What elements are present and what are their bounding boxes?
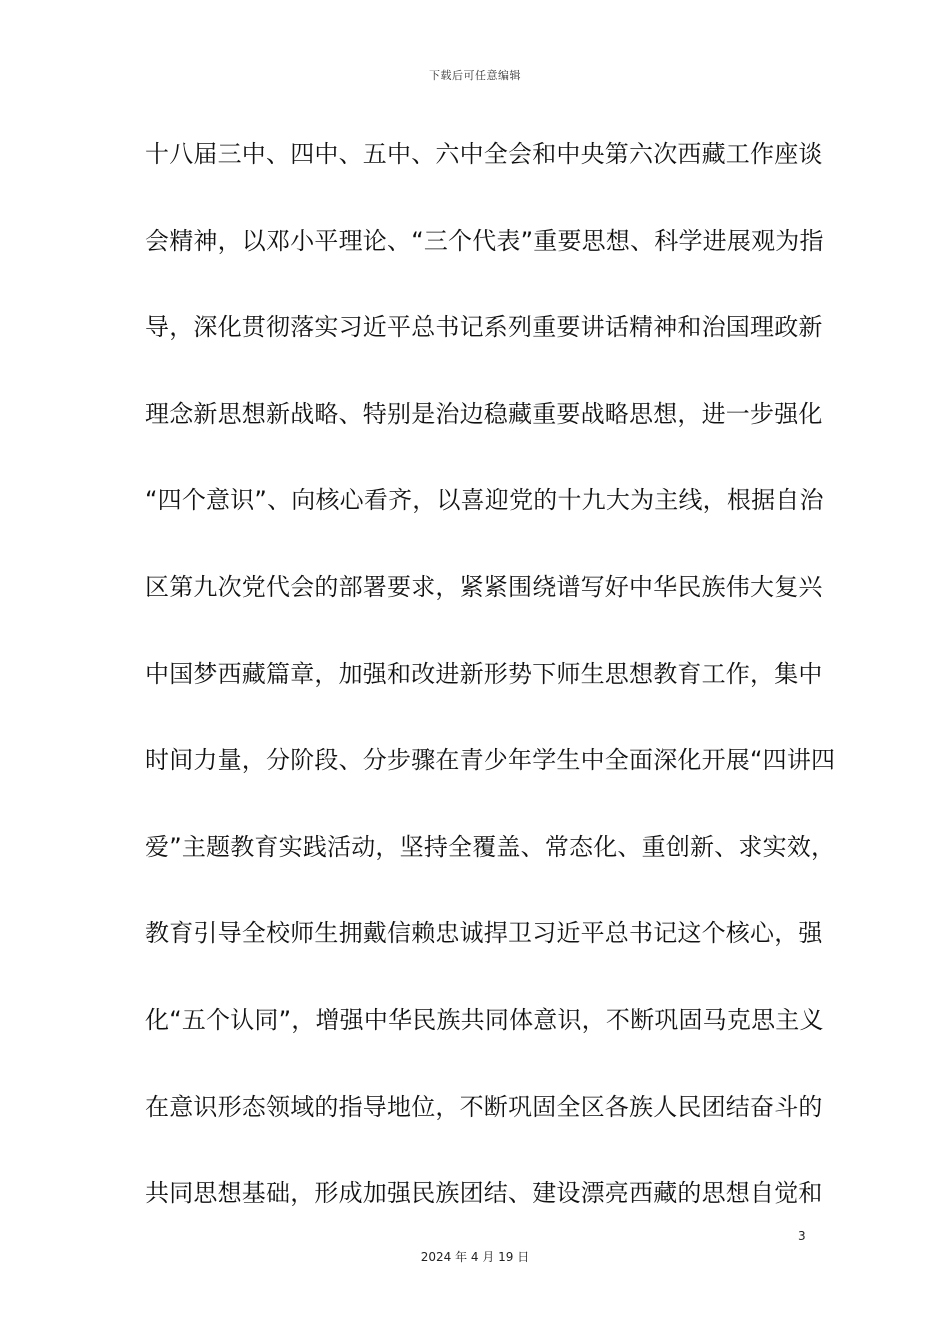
body-line: “四个意识”、向核心看齐，以喜迎党的十九大为主线，根据自治	[145, 486, 824, 515]
document-body	[145, 128, 836, 1254]
body-line: 理念新思想新战略、特别是治边稳藏重要战略思想，进一步强化	[145, 399, 823, 428]
header-note: 下载后可任意编辑	[429, 69, 521, 82]
body-line: 导，深化贯彻落实习近平总书记系列重要讲话精神和治国理政新	[145, 313, 823, 342]
body-line: 中国梦西藏篇章，加强和改进新形势下师生思想教育工作，集中	[145, 659, 823, 688]
body-line: 在意识形态领域的指导地位，不断巩固全区各族人民团结奋斗的	[145, 1092, 823, 1121]
body-line: 会精神，以邓小平理论、“三个代表”重要思想、科学进展观为指	[145, 226, 824, 255]
body-line: 爱”主题教育实践活动，坚持全覆盖、常态化、重创新、求实效，	[145, 832, 836, 861]
footer-date: 2024 年 4 月 19 日	[420, 1250, 530, 1264]
body-line: 时间力量，分阶段、分步骤在青少年学生中全面深化开展“四讲四	[145, 746, 836, 775]
body-line: 教育引导全校师生拥戴信赖忠诚捍卫习近平总书记这个核心，强	[145, 919, 823, 948]
body-line: 区第九次党代会的部署要求，紧紧围绕谱写好中华民族伟大复兴	[145, 572, 823, 601]
body-line: 化“五个认同”，增强中华民族共同体意识，不断巩固马克思主义	[145, 1005, 824, 1034]
page-number: 3	[798, 1229, 806, 1243]
body-line: 共同思想基础，形成加强民族团结、建设漂亮西藏的思想自觉和	[145, 1179, 823, 1208]
body-line: 十八届三中、四中、五中、六中全会和中央第六次西藏工作座谈	[145, 140, 823, 168]
